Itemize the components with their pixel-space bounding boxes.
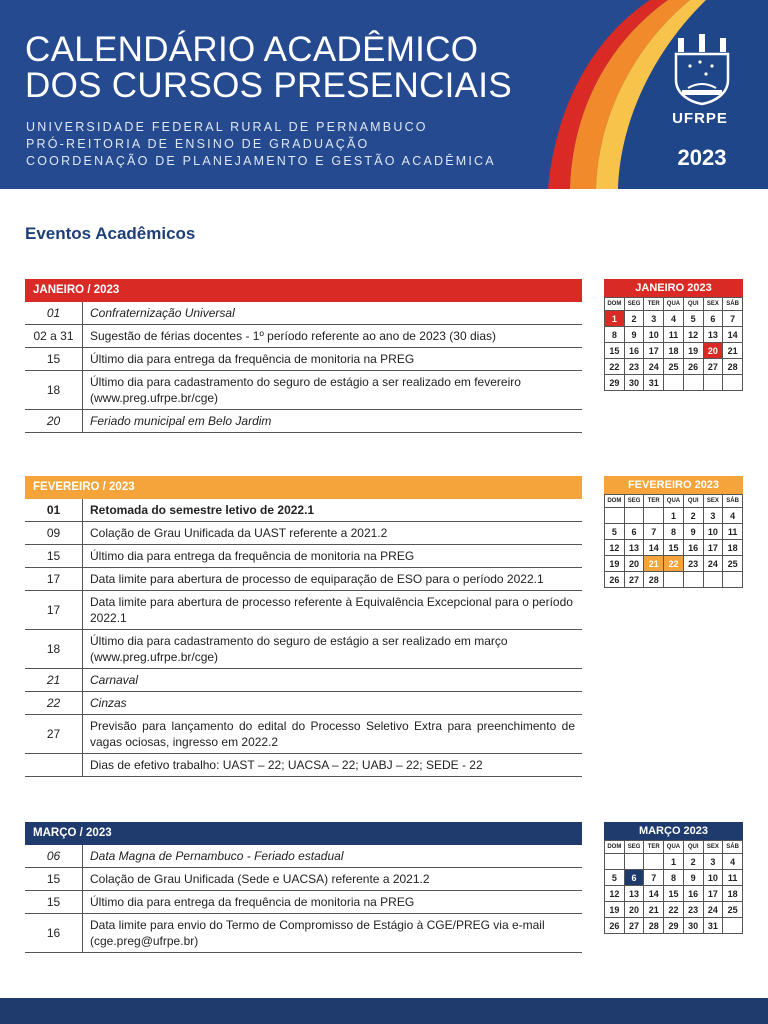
calendar-day: 28: [723, 359, 743, 375]
event-description-cell: [83, 591, 582, 629]
calendar-title: MARÇO 2023: [604, 822, 743, 840]
event-description-cell: [83, 371, 582, 409]
calendar-empty-cell: [605, 854, 625, 870]
calendar-day: 12: [683, 327, 703, 343]
calendar-empty-cell: [624, 508, 644, 524]
event-description: Feriado municipal em Belo Jardim: [90, 414, 272, 428]
event-row: [25, 845, 582, 868]
calendar-day: 21: [644, 902, 664, 918]
weekday-label: QUA: [664, 841, 684, 854]
event-description-cell: [83, 499, 582, 521]
event-description-cell: [83, 891, 582, 913]
event-description: Data Magna de Pernambuco - Feriado estadual: [90, 849, 344, 863]
event-description-cell: [83, 568, 582, 590]
calendar-day: 31: [644, 375, 664, 391]
calendar-day: 2: [683, 854, 703, 870]
calendar-day: 25: [723, 902, 743, 918]
event-description: Último dia para cadastramento do seguro de estágio a ser realizado em março (www.preg.ufrpe.br/cge): [90, 634, 508, 664]
calendar-day: 6: [624, 524, 644, 540]
calendar-day: 18: [723, 540, 743, 556]
calendar-empty-cell: [605, 508, 625, 524]
event-description-cell: [83, 325, 582, 347]
weekday-label: TER: [644, 841, 664, 854]
event-day: 01: [25, 302, 83, 324]
event-day: 21: [25, 669, 83, 691]
calendar-grid: [604, 494, 743, 588]
university-seal-logo: [670, 30, 734, 106]
month-header: FEVEREIRO / 2023: [25, 476, 582, 499]
calendar-day: 19: [683, 343, 703, 359]
event-row: [25, 325, 582, 348]
calendar-day: 14: [723, 327, 743, 343]
calendar-day: 7: [723, 311, 743, 327]
event-row: [25, 302, 582, 325]
brand-name: UFRPE: [672, 110, 728, 127]
event-description: Retomada do semestre letivo de 2022.1: [90, 503, 315, 517]
coordination-name: COORDENAÇÃO DE PLANEJAMENTO E GESTÃO ACADÊMICA: [26, 154, 496, 168]
event-description-cell: [83, 692, 582, 714]
calendar-day: 6: [624, 870, 644, 886]
event-description-cell: [83, 410, 582, 432]
calendar-empty-cell: [703, 572, 723, 588]
calendar-day: 30: [683, 918, 703, 934]
weekday-label: TER: [644, 495, 664, 508]
event-row: [25, 715, 582, 754]
calendar-day: 22: [605, 359, 625, 375]
event-day: 18: [25, 630, 83, 668]
weekday-label: SEG: [624, 298, 644, 311]
calendar-day: 25: [664, 359, 684, 375]
weekday-label: SEX: [703, 298, 723, 311]
calendar-title: JANEIRO 2023: [604, 279, 743, 297]
event-row: [25, 692, 582, 715]
weekday-label: QUI: [683, 495, 703, 508]
calendar-grid: [604, 840, 743, 934]
calendar-day: 13: [624, 540, 644, 556]
event-description-cell: [83, 868, 582, 890]
calendar-day: 4: [723, 508, 743, 524]
month-table: [25, 476, 582, 777]
calendar-empty-cell: [683, 572, 703, 588]
event-row: [25, 371, 582, 410]
event-description-cell: [83, 630, 582, 668]
event-row: [25, 891, 582, 914]
calendar-empty-cell: [703, 375, 723, 391]
calendar-day: 12: [605, 886, 625, 902]
calendar-day: 27: [624, 918, 644, 934]
calendar-day: 24: [703, 556, 723, 572]
calendar-day: 16: [683, 886, 703, 902]
calendar-day: 29: [664, 918, 684, 934]
event-row: [25, 914, 582, 953]
calendar-empty-cell: [644, 508, 664, 524]
event-row: [25, 522, 582, 545]
event-day: 16: [25, 914, 83, 952]
weekday-label: QUI: [683, 841, 703, 854]
month-header: JANEIRO / 2023: [25, 279, 582, 302]
institution-name: UNIVERSIDADE FEDERAL RURAL DE PERNAMBUCO: [26, 120, 428, 134]
event-row: [25, 545, 582, 568]
event-description: Data limite para abertura de processo de equiparação de ESO para o período 2022.1: [90, 572, 544, 586]
month-header: MARÇO / 2023: [25, 822, 582, 845]
calendar-day: 22: [664, 902, 684, 918]
event-description: Último dia para entrega da frequência de monitoria na PREG: [90, 895, 415, 909]
calendar-day: 10: [703, 870, 723, 886]
calendar-day: 1: [605, 311, 625, 327]
header-year: 2023: [677, 145, 727, 170]
event-day: 02 a 31: [25, 325, 83, 347]
event-row: [25, 410, 582, 433]
event-description-cell: [83, 545, 582, 567]
calendar-day: 25: [723, 556, 743, 572]
event-day: 18: [25, 371, 83, 409]
calendar-day: 8: [664, 870, 684, 886]
event-description: Último dia para cadastramento do seguro de estágio a ser realizado em fevereiro (www.preg.ufrpe.br/cge): [90, 375, 521, 405]
event-day: 15: [25, 868, 83, 890]
calendar-day: 15: [605, 343, 625, 359]
calendar-day: 14: [644, 886, 664, 902]
calendar-day: 26: [605, 918, 625, 934]
calendar-day: 10: [703, 524, 723, 540]
weekday-label: SEG: [624, 841, 644, 854]
weekday-label: SÁB: [723, 298, 743, 311]
calendar-day: 16: [624, 343, 644, 359]
page-title: [25, 32, 512, 104]
event-day: 20: [25, 410, 83, 432]
event-description: Data limite para envio do Termo de Compromisso de Estágio à CGE/PREG via e-mail (cge.preg@ufrpe.br): [90, 918, 545, 948]
calendar-day: 15: [664, 886, 684, 902]
calendar-day: 13: [703, 327, 723, 343]
calendar-day: 31: [703, 918, 723, 934]
calendar-day: 10: [644, 327, 664, 343]
calendar-day: 7: [644, 870, 664, 886]
page-footer-bar: [0, 998, 768, 1024]
mini-calendar: [604, 279, 743, 391]
calendar-day: 14: [644, 540, 664, 556]
calendar-day: 3: [703, 508, 723, 524]
weekday-label: TER: [644, 298, 664, 311]
calendar-day: 13: [624, 886, 644, 902]
calendar-day: 22: [664, 556, 684, 572]
event-day: [25, 754, 83, 776]
institution-lines: [26, 119, 496, 170]
weekday-label: QUA: [664, 298, 684, 311]
event-row: [25, 499, 582, 522]
calendar-day: 21: [723, 343, 743, 359]
event-description: Previsão para lançamento do edital do Processo Seletivo Extra para preenchimento de vagas ociosas, ingresso em 2022.2: [90, 719, 575, 749]
event-row: [25, 669, 582, 692]
event-day: 09: [25, 522, 83, 544]
weekday-label: SEX: [703, 495, 723, 508]
event-day: 27: [25, 715, 83, 753]
event-day: 15: [25, 545, 83, 567]
event-description: Colação de Grau Unificada da UAST referente a 2021.2: [90, 526, 388, 540]
event-description: Colação de Grau Unificada (Sede e UACSA) referente a 2021.2: [90, 872, 430, 886]
event-description-cell: [83, 302, 582, 324]
calendar-day: 26: [605, 572, 625, 588]
event-description-cell: [83, 754, 582, 776]
event-row: [25, 630, 582, 669]
mini-calendar: [604, 476, 743, 588]
calendar-title: FEVEREIRO 2023: [604, 476, 743, 494]
calendar-day: 3: [644, 311, 664, 327]
calendar-day: 12: [605, 540, 625, 556]
calendar-day: 28: [644, 572, 664, 588]
calendar-day: 9: [683, 870, 703, 886]
event-description: Último dia para entrega da frequência de monitoria na PREG: [90, 352, 415, 366]
calendar-empty-cell: [723, 375, 743, 391]
event-day: 15: [25, 348, 83, 370]
calendar-day: 11: [723, 870, 743, 886]
section-title: Eventos Acadêmicos: [25, 224, 196, 243]
calendar-day: 1: [664, 854, 684, 870]
calendar-empty-cell: [624, 854, 644, 870]
calendar-day: 8: [664, 524, 684, 540]
page-header: [0, 0, 768, 189]
title-line-1: CALENDÁRIO ACADÊMICO: [25, 30, 479, 69]
event-row: [25, 348, 582, 371]
event-description-cell: [83, 348, 582, 370]
event-row: [25, 754, 582, 777]
calendar-day: 20: [703, 343, 723, 359]
calendar-day: 27: [703, 359, 723, 375]
event-description-cell: [83, 715, 582, 753]
weekday-label: SEX: [703, 841, 723, 854]
calendar-day: 29: [605, 375, 625, 391]
weekday-label: SÁB: [723, 841, 743, 854]
calendar-day: 8: [605, 327, 625, 343]
calendar-day: 23: [683, 902, 703, 918]
calendar-day: 30: [624, 375, 644, 391]
event-row: [25, 568, 582, 591]
calendar-day: 26: [683, 359, 703, 375]
event-description: Sugestão de férias docentes - 1º período referente ao ano de 2023 (30 dias): [90, 329, 496, 343]
event-description-cell: [83, 522, 582, 544]
event-row: [25, 868, 582, 891]
event-day: 15: [25, 891, 83, 913]
weekday-label: QUA: [664, 495, 684, 508]
calendar-day: 21: [644, 556, 664, 572]
calendar-day: 9: [624, 327, 644, 343]
event-description: Último dia para entrega da frequência de monitoria na PREG: [90, 549, 415, 563]
calendar-day: 11: [723, 524, 743, 540]
calendar-day: 18: [664, 343, 684, 359]
calendar-day: 3: [703, 854, 723, 870]
calendar-empty-cell: [664, 572, 684, 588]
calendar-empty-cell: [683, 375, 703, 391]
event-description-cell: [83, 845, 582, 867]
calendar-day: 5: [605, 524, 625, 540]
weekday-label: DOM: [605, 841, 625, 854]
calendar-day: 7: [644, 524, 664, 540]
weekday-label: SEG: [624, 495, 644, 508]
mini-calendar: [604, 822, 743, 934]
weekday-label: DOM: [605, 495, 625, 508]
calendar-day: 1: [664, 508, 684, 524]
calendar-day: 15: [664, 540, 684, 556]
event-day: 06: [25, 845, 83, 867]
event-row: [25, 591, 582, 630]
calendar-day: 27: [624, 572, 644, 588]
calendar-day: 4: [723, 854, 743, 870]
calendar-day: 23: [683, 556, 703, 572]
calendar-empty-cell: [664, 375, 684, 391]
calendar-grid: [604, 297, 743, 391]
calendar-day: 24: [703, 902, 723, 918]
calendar-day: 5: [605, 870, 625, 886]
calendar-day: 11: [664, 327, 684, 343]
calendar-day: 19: [605, 902, 625, 918]
weekday-label: QUI: [683, 298, 703, 311]
calendar-empty-cell: [723, 572, 743, 588]
calendar-day: 20: [624, 556, 644, 572]
calendar-day: 2: [624, 311, 644, 327]
calendar-day: 18: [723, 886, 743, 902]
calendar-day: 28: [644, 918, 664, 934]
calendar-day: 16: [683, 540, 703, 556]
calendar-day: 17: [703, 886, 723, 902]
calendar-day: 17: [703, 540, 723, 556]
calendar-day: 24: [644, 359, 664, 375]
event-description: Confraternização Universal: [90, 306, 235, 320]
event-day: 22: [25, 692, 83, 714]
calendar-day: 20: [624, 902, 644, 918]
event-day: 17: [25, 591, 83, 629]
event-description-cell: [83, 669, 582, 691]
calendar-day: 6: [703, 311, 723, 327]
calendar-day: 5: [683, 311, 703, 327]
weekday-label: DOM: [605, 298, 625, 311]
month-table: [25, 279, 582, 433]
event-description: Carnaval: [90, 673, 139, 687]
event-day: 17: [25, 568, 83, 590]
weekday-label: SÁB: [723, 495, 743, 508]
calendar-day: 19: [605, 556, 625, 572]
calendar-empty-cell: [723, 918, 743, 934]
calendar-day: 4: [664, 311, 684, 327]
calendar-day: 9: [683, 524, 703, 540]
event-description-cell: [83, 914, 582, 952]
calendar-empty-cell: [644, 854, 664, 870]
event-description: Dias de efetivo trabalho: UAST – 22; UACSA – 22; UABJ – 22; SEDE - 22: [90, 758, 483, 772]
calendar-day: 17: [644, 343, 664, 359]
month-table: [25, 822, 582, 953]
calendar-day: 23: [624, 359, 644, 375]
department-name: PRÓ-REITORIA DE ENSINO DE GRADUAÇÃO: [26, 137, 370, 151]
event-description: Cinzas: [90, 696, 127, 710]
calendar-day: 2: [683, 508, 703, 524]
event-day: 01: [25, 499, 83, 521]
title-line-2: DOS CURSOS PRESENCIAIS: [25, 66, 512, 105]
event-description: Data limite para abertura de processo referente à Equivalência Excepcional para o período 2022.1: [90, 595, 573, 625]
